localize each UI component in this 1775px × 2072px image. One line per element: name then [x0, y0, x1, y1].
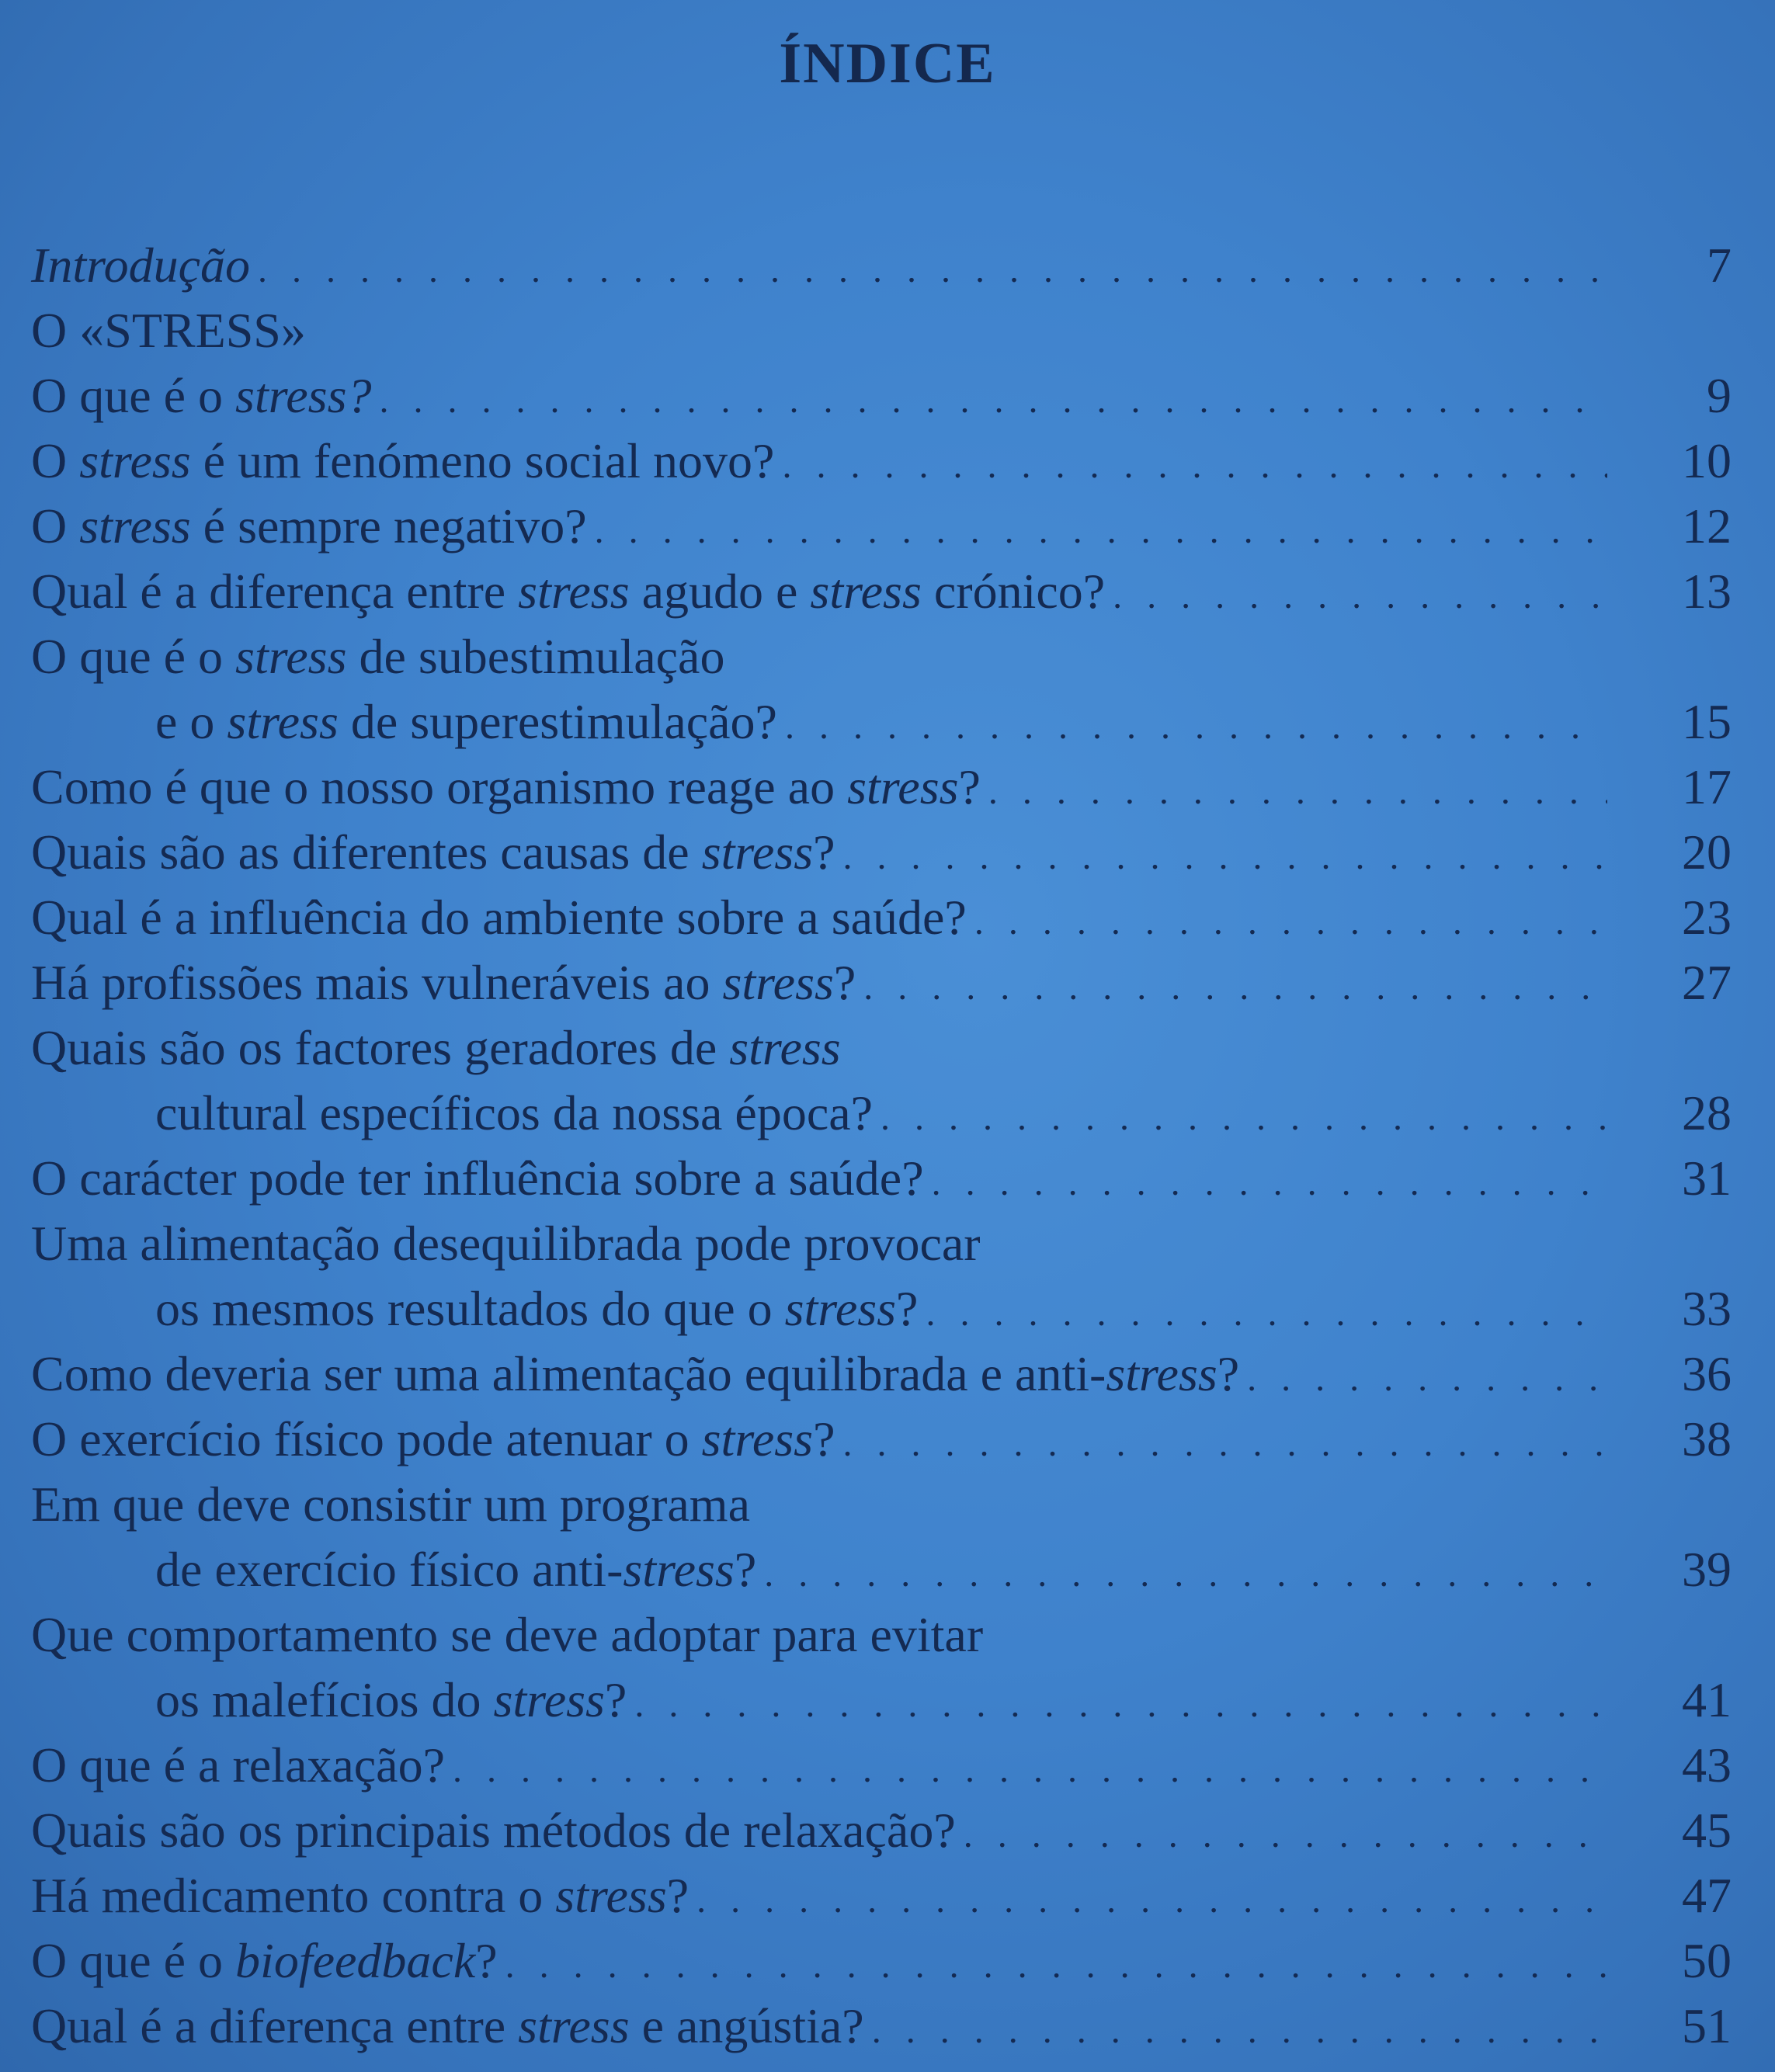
toc-entry-title	[31, 1211, 988, 1276]
toc-entry-text: Quais são os principais métodos de relaxação?	[31, 1803, 956, 1858]
toc-entry	[31, 689, 1732, 755]
toc-entry-text: cultural específicos da nossa época?	[155, 1085, 874, 1140]
toc-entry	[31, 885, 1732, 950]
toc-entry	[31, 624, 1732, 689]
toc-page-number: 43	[1682, 1737, 1732, 1793]
toc-entry-text: ?	[958, 759, 981, 814]
toc-entry	[31, 1015, 1732, 1081]
dot-leader	[974, 890, 1607, 955]
toc-entry-text: os malefícios do	[155, 1672, 494, 1727]
toc-entry-italic-text: biofeedback	[235, 1933, 476, 1988]
toc-page-number: 17	[1682, 759, 1732, 814]
toc-entry	[31, 1472, 1732, 1537]
toc-page-number: 45	[1682, 1803, 1732, 1858]
dot-leader	[863, 955, 1607, 1020]
toc-entry-text: Uma alimentação desequilibrada pode provocar	[31, 1216, 981, 1271]
toc-entry-title	[31, 363, 379, 429]
toc-entry-title	[31, 1407, 842, 1472]
toc-page-number: 38	[1682, 1411, 1732, 1466]
toc-entry-text: O que é o	[31, 1933, 236, 1988]
toc-entry-italic-text: stress?	[235, 368, 372, 423]
toc-entry-italic-text: stress	[701, 1411, 814, 1466]
toc-entry	[31, 1994, 1732, 2059]
toc-page-number: 13	[1682, 564, 1732, 619]
toc-page-number: 28	[1682, 1085, 1732, 1140]
toc-entry-text: agudo e	[629, 564, 811, 619]
toc-entry-text: O que é a relaxação?	[31, 1737, 445, 1793]
toc-entry-text: ?	[666, 1868, 690, 1923]
toc-entry-text: Que comportamento se deve adoptar para evitar	[31, 1607, 984, 1662]
toc-entry-italic-text: stress	[729, 1020, 841, 1075]
toc-page-number: 41	[1682, 1672, 1732, 1727]
toc-entry-text: Como deveria ser uma alimentação equilibrada e anti-	[31, 1346, 1106, 1401]
toc-entry-title	[31, 429, 782, 494]
toc-entry-title	[31, 1146, 932, 1211]
toc-entry-italic-text: stress	[810, 564, 922, 619]
toc-entry-italic-text: stress	[235, 629, 347, 684]
dot-leader	[453, 1737, 1607, 1803]
toc-entry	[31, 1081, 1732, 1146]
toc-entry-title	[31, 1341, 1247, 1407]
toc-entry-text: ?	[1217, 1346, 1240, 1401]
toc-entry	[31, 820, 1732, 885]
toc-entry-text: O	[31, 498, 80, 554]
toc-entry-title	[31, 1472, 758, 1537]
toc-entry-text: O	[31, 433, 80, 488]
toc-entry-title	[31, 1537, 764, 1602]
toc-section-heading	[31, 298, 1732, 363]
toc-entry-text: ?	[896, 1281, 919, 1336]
toc-entry-title	[31, 1798, 964, 1863]
toc-entry-title	[31, 689, 785, 755]
dot-leader	[258, 238, 1607, 303]
toc-entry-title	[31, 1602, 991, 1668]
dot-leader	[881, 1085, 1607, 1151]
toc-page-number: 36	[1682, 1346, 1732, 1401]
toc-entry	[31, 1341, 1732, 1407]
toc-entry-text: Quais são as diferentes causas de	[31, 824, 702, 880]
toc-entry-text: ?	[833, 955, 856, 1010]
toc-entry-italic-text: Introdução	[31, 238, 251, 293]
dot-leader	[964, 1803, 1607, 1868]
toc-entry	[31, 1276, 1732, 1341]
toc-entry-title	[31, 298, 314, 363]
toc-entry-italic-text: stress	[227, 694, 339, 749]
toc-entry-text: O «STRESS»	[31, 303, 306, 358]
dot-leader	[1247, 1346, 1607, 1411]
toc-entry-title	[31, 1081, 881, 1146]
toc-entry-text: os mesmos resultados do que o	[155, 1281, 785, 1336]
toc-page-number: 50	[1682, 1933, 1732, 1988]
toc-entry-title	[31, 1994, 872, 2059]
toc-page-number: 12	[1682, 498, 1732, 554]
toc-entry-italic-text: stress	[493, 1672, 605, 1727]
toc-entry-text: de subestimulação	[346, 629, 725, 684]
toc-entry-title	[31, 1015, 849, 1081]
toc-entry-italic-text: stress	[555, 1868, 667, 1923]
toc-entry-text: Como é que o nosso organismo reage ao	[31, 759, 848, 814]
toc-entry	[31, 1863, 1732, 1928]
toc-entry-text: O exercício físico pode atenuar o	[31, 1411, 702, 1466]
toc-entry	[31, 1602, 1732, 1668]
toc-page-number: 47	[1682, 1868, 1732, 1923]
toc-entry-title	[31, 233, 258, 298]
toc-entry-title	[31, 885, 974, 950]
dot-leader	[842, 1411, 1607, 1477]
toc-entry-italic-text: stress	[79, 433, 191, 488]
toc-entry-title	[31, 624, 732, 689]
toc-entry-italic-text: stress	[701, 824, 814, 880]
dot-leader	[379, 368, 1607, 433]
toc-entry-title	[31, 950, 863, 1015]
toc-entry-text: O carácter pode ter influência sobre a saúde?	[31, 1151, 924, 1206]
toc-entry	[31, 233, 1732, 298]
dot-leader	[932, 1151, 1607, 1216]
toc-entry-text: ?	[475, 1933, 498, 1988]
dot-leader	[785, 694, 1607, 759]
toc-entry-text: Há profissões mais vulneráveis ao	[31, 955, 723, 1010]
toc-entry-text: ?	[604, 1672, 627, 1727]
toc-entry-title	[31, 1863, 696, 1928]
toc-page-number: 23	[1682, 890, 1732, 945]
toc-entry-title	[31, 755, 988, 820]
dot-leader	[926, 1281, 1607, 1346]
dot-leader	[696, 1868, 1607, 1933]
toc-entry-text: Há medicamento contra o	[31, 1868, 556, 1923]
toc-page-number: 39	[1682, 1542, 1732, 1597]
toc-entry-text: é um fenómeno social novo?	[190, 433, 775, 488]
dot-leader	[872, 1998, 1607, 2063]
dot-leader	[843, 824, 1607, 890]
toc-entry-text: crónico?	[921, 564, 1106, 619]
toc-page-number: 51	[1682, 1998, 1732, 2053]
toc-entry-text: Em que deve consistir um programa	[31, 1477, 750, 1532]
dot-leader	[595, 498, 1607, 564]
toc-entry-text: ?	[813, 824, 835, 880]
toc-page-number: 7	[1707, 238, 1732, 293]
toc-entry	[31, 494, 1732, 559]
toc-entry	[31, 559, 1732, 624]
toc-entry-italic-text: stress	[518, 564, 630, 619]
toc-page-number: 27	[1682, 955, 1732, 1010]
toc-entry-text: ?	[734, 1542, 757, 1597]
toc-entry-title	[31, 820, 843, 885]
toc-entry-text: e o	[155, 694, 228, 749]
dot-leader	[782, 433, 1607, 498]
dot-leader	[764, 1542, 1607, 1607]
toc-entry-text: Qual é a influência do ambiente sobre a saúde?	[31, 890, 967, 945]
toc-entry-italic-text: stress	[1106, 1346, 1217, 1401]
toc-entry-text: é sempre negativo?	[190, 498, 587, 554]
toc-entry-title	[31, 1276, 926, 1341]
toc-entry-text: Qual é a diferença entre	[31, 1998, 519, 2053]
toc-entry-italic-text: stress	[847, 759, 959, 814]
toc-entry-title	[31, 1928, 505, 1994]
toc-entry	[31, 1928, 1732, 1994]
toc-entry-italic-text: stress	[79, 498, 191, 554]
toc-entry-text: de exercício físico anti-	[155, 1542, 624, 1597]
toc-entry-italic-text: stress	[784, 1281, 897, 1336]
toc-entry-title	[31, 1668, 634, 1733]
toc-entry-text: de superestimulação?	[338, 694, 777, 749]
toc-entry	[31, 755, 1732, 820]
toc-entry-italic-text: stress	[722, 955, 834, 1010]
toc-entry-text: O que é o	[31, 629, 236, 684]
toc-entry	[31, 1146, 1732, 1211]
toc-entry	[31, 1537, 1732, 1602]
dot-leader	[505, 1933, 1607, 1998]
toc-entry-italic-text: stress	[623, 1542, 735, 1597]
toc-page-number: 33	[1682, 1281, 1732, 1336]
toc-entry	[31, 363, 1732, 429]
toc-entry	[31, 1211, 1732, 1276]
dot-leader	[1113, 564, 1607, 629]
toc-entry	[31, 1407, 1732, 1472]
toc-entry-text: ?	[813, 1411, 835, 1466]
toc-page-number: 15	[1682, 694, 1732, 749]
page-title: ÍNDICE	[779, 32, 996, 95]
table-of-contents	[31, 233, 1732, 2059]
toc-entry-title	[31, 1733, 453, 1798]
toc-entry-text: Qual é a diferença entre	[31, 564, 519, 619]
toc-entry-text: e angústia?	[629, 1998, 864, 2053]
toc-page-number: 20	[1682, 824, 1732, 880]
toc-entry-text: Quais são os factores geradores de	[31, 1020, 730, 1075]
toc-entry	[31, 1798, 1732, 1863]
toc-entry	[31, 950, 1732, 1015]
toc-entry-text: O que é o	[31, 368, 236, 423]
toc-entry	[31, 429, 1732, 494]
dot-leader	[988, 759, 1607, 824]
toc-page-number: 10	[1682, 433, 1732, 488]
toc-entry-italic-text: stress	[518, 1998, 630, 2053]
toc-page-number: 31	[1682, 1151, 1732, 1206]
toc-entry-title	[31, 559, 1113, 624]
toc-entry	[31, 1668, 1732, 1733]
toc-entry	[31, 1733, 1732, 1798]
toc-page-number: 9	[1707, 368, 1732, 423]
dot-leader	[634, 1672, 1607, 1737]
toc-entry-title	[31, 494, 595, 559]
